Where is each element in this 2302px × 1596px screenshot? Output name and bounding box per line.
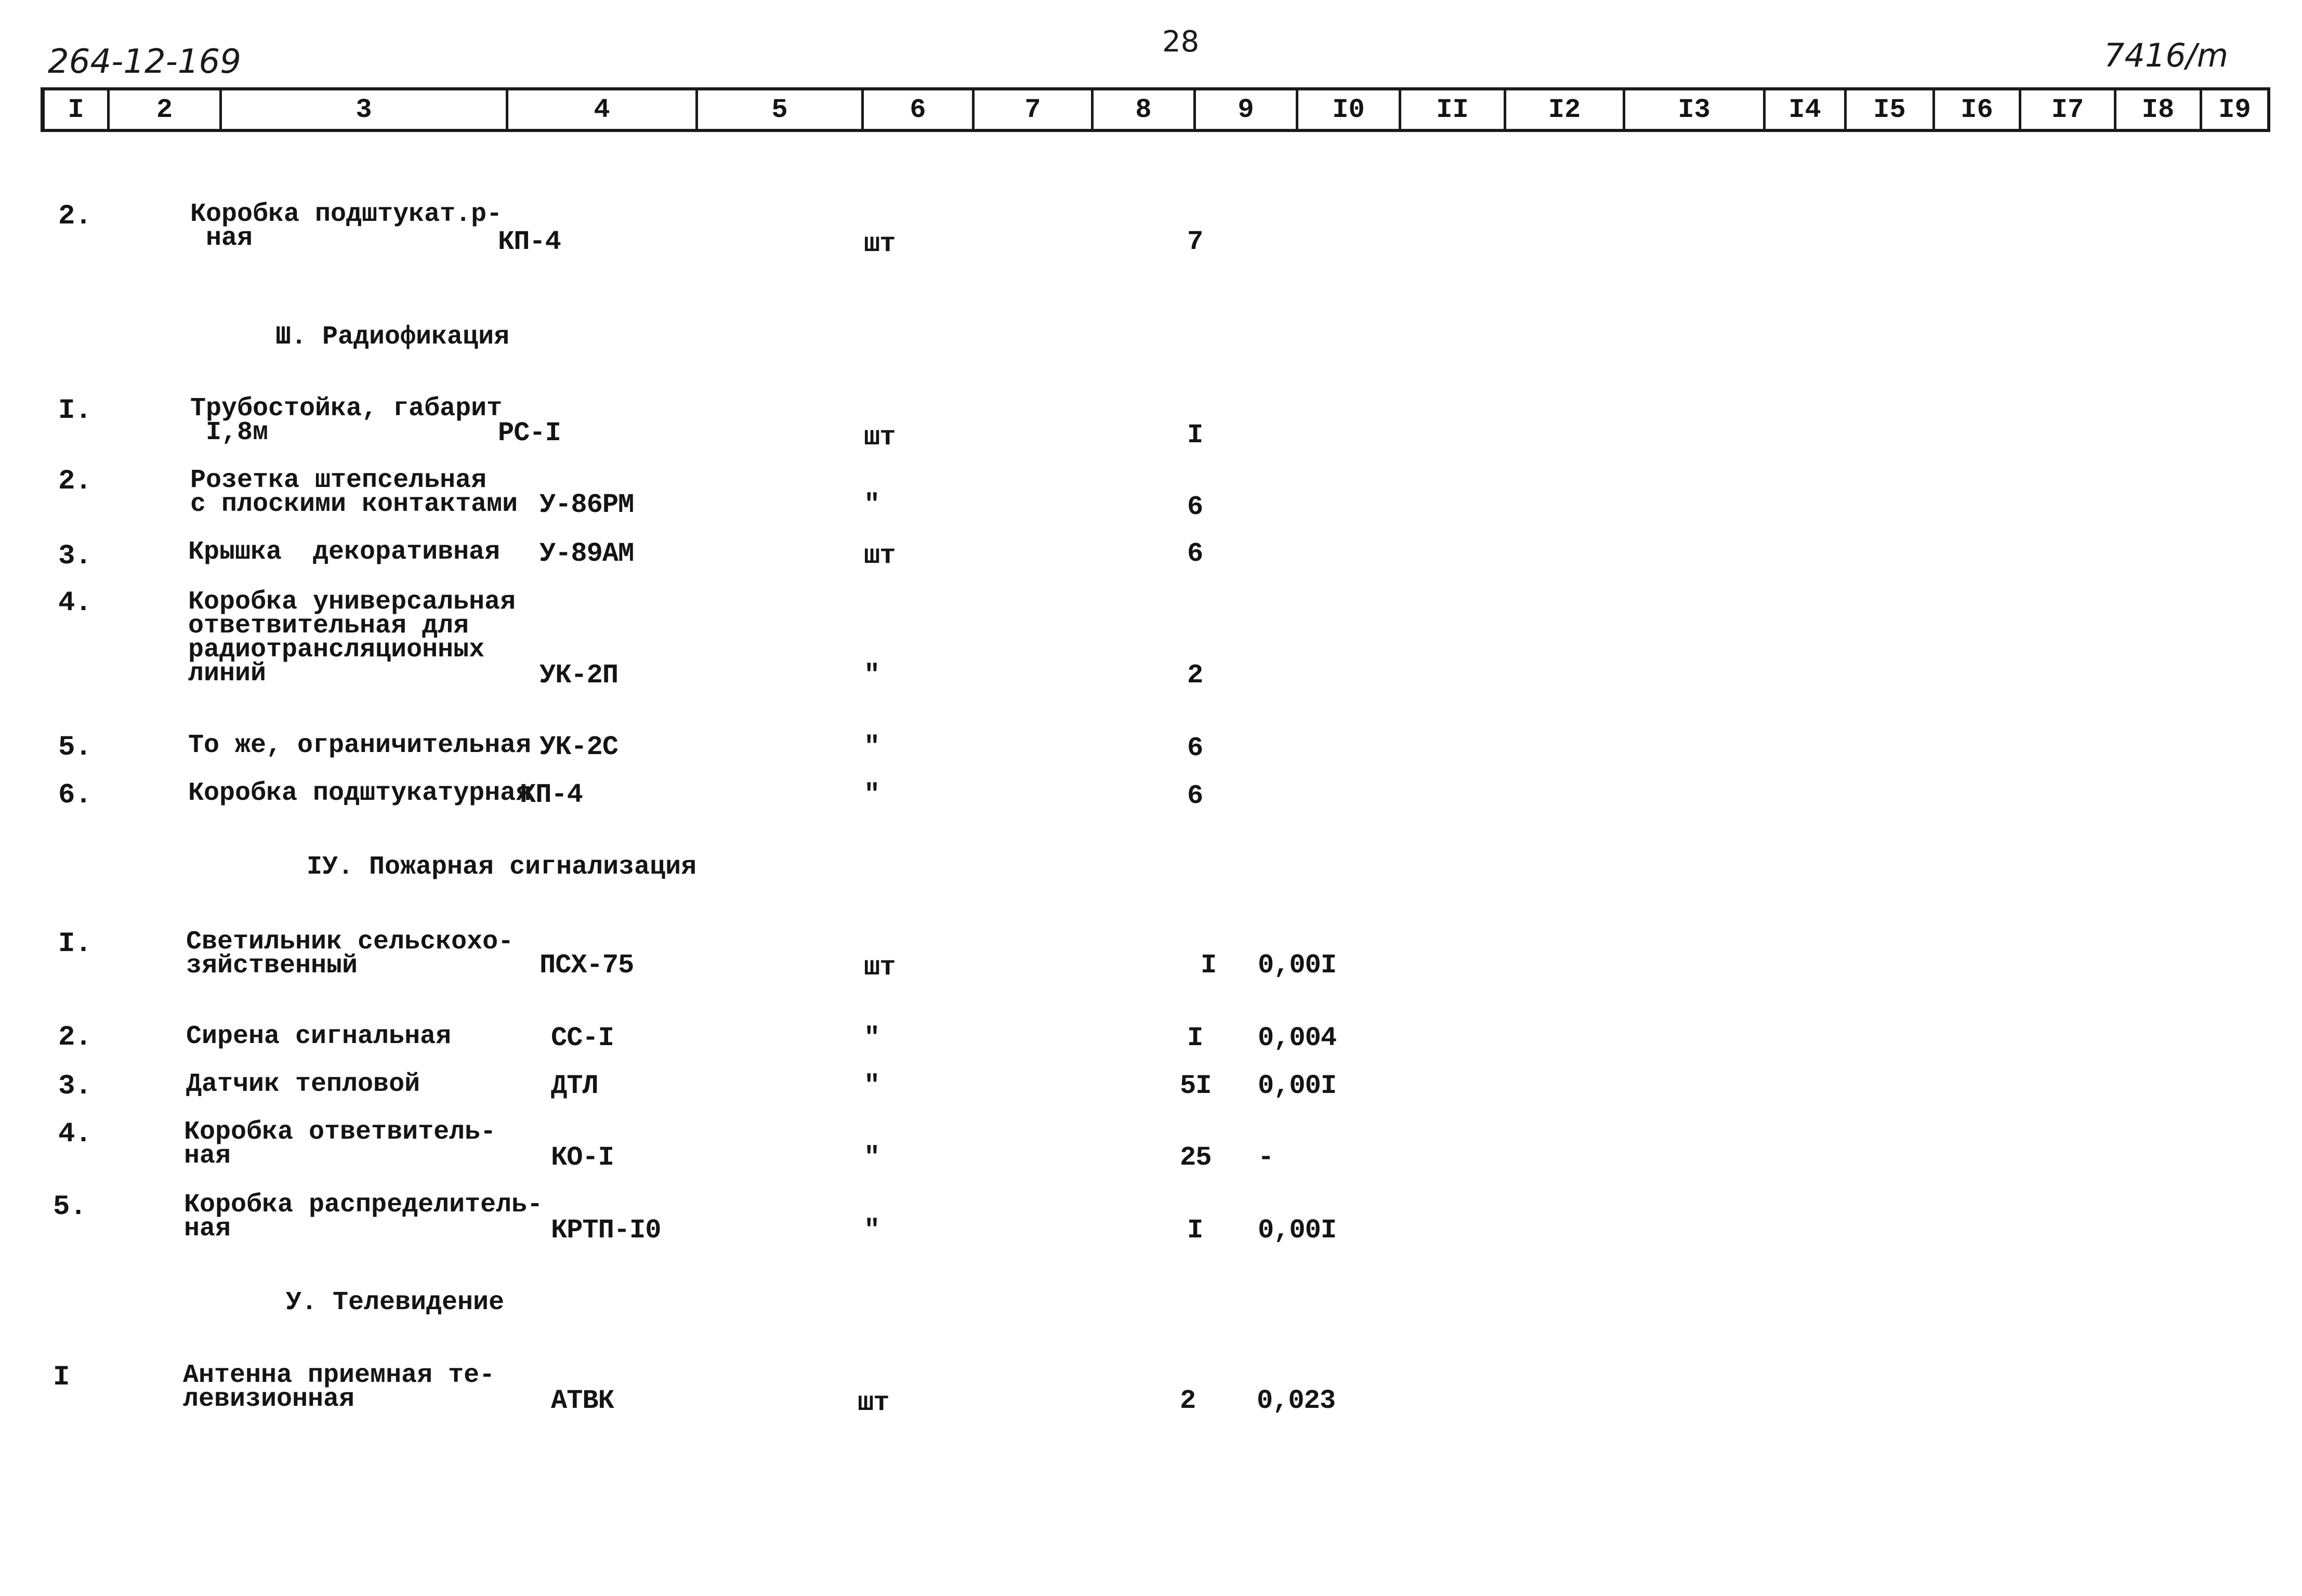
column-header: I — [68, 95, 84, 125]
item-name: Коробка подштукатурная — [188, 779, 532, 808]
item-qty: 6 — [1187, 538, 1203, 569]
item-mass: 0,004 — [1258, 1023, 1337, 1053]
column-header: 6 — [861, 90, 972, 129]
item-unit: шт — [858, 1388, 889, 1418]
item-name: Коробка подштукат.р- ная — [190, 200, 503, 253]
item-qty: 2 — [1180, 1386, 1196, 1416]
column-header: I0 — [1296, 90, 1399, 129]
row-number: 5. — [58, 732, 92, 763]
item-qty: I — [1201, 950, 1217, 981]
row-number: 4. — [58, 587, 92, 619]
section-title: Ш. Радиофикация — [275, 322, 510, 352]
item-unit: " — [864, 1023, 880, 1053]
column-header: I3 — [1623, 90, 1763, 129]
column-header: 8 — [1091, 90, 1193, 129]
item-type: УК-2П — [540, 660, 619, 691]
item-name: Антенна приемная те- левизионная — [183, 1361, 495, 1414]
row-number: 6. — [58, 780, 92, 811]
column-header: 5 — [695, 90, 861, 129]
item-type: ДТЛ — [551, 1071, 598, 1101]
item-unit: " — [864, 732, 880, 762]
section-title: У. Телевидение — [286, 1288, 505, 1317]
item-type: КО-I — [551, 1142, 614, 1173]
item-type: У-89АМ — [540, 538, 634, 569]
item-type: КП-4 — [498, 227, 561, 257]
item-type: СС-I — [551, 1023, 614, 1053]
item-type: АТВК — [551, 1386, 614, 1416]
column-header: I7 — [2019, 90, 2114, 129]
item-unit: " — [864, 780, 880, 810]
item-type: РС-I — [498, 418, 561, 449]
item-qty: 6 — [1187, 781, 1203, 811]
item-type: ПСХ-75 — [540, 950, 634, 981]
item-name: Сирена сигнальная — [186, 1022, 452, 1051]
item-qty: 6 — [1187, 733, 1203, 763]
row-number: 5. — [53, 1191, 87, 1223]
column-header: 3 — [219, 90, 506, 129]
item-name: Розетка штепсельная с плоскими контактами — [190, 466, 518, 519]
item-name: Трубостойка, габарит I,8м — [190, 394, 503, 447]
column-header: 9 — [1193, 90, 1296, 129]
doc-code: 264-12-169 — [48, 43, 241, 81]
item-mass: - — [1258, 1142, 1274, 1173]
item-qty: 6 — [1187, 492, 1203, 522]
row-number: I — [53, 1362, 70, 1393]
item-name: Крышка декоративная — [188, 537, 501, 567]
item-unit: " — [864, 660, 880, 691]
item-name: Коробка распределитель- ная — [184, 1190, 543, 1244]
item-qty: 2 — [1187, 660, 1203, 691]
column-header: 7 — [972, 90, 1091, 129]
item-qty: I — [1187, 1215, 1203, 1246]
row-number: 2. — [58, 466, 92, 497]
column-header: I4 — [1763, 90, 1844, 129]
item-name: Коробка универсальная ответвительная для радиотрансляционных линий — [188, 587, 516, 689]
item-mass: 0,00I — [1258, 1215, 1337, 1246]
item-name: То же, ограничительная — [188, 731, 532, 760]
column-header: 4 — [506, 90, 695, 129]
item-qty: 25 — [1180, 1142, 1212, 1173]
column-header: I6 — [1932, 90, 2019, 129]
item-unit: " — [864, 490, 880, 520]
row-number: 4. — [58, 1118, 92, 1150]
row-number: I. — [58, 928, 92, 960]
item-name: Датчик тепловой — [186, 1070, 420, 1099]
item-unit: шт — [864, 952, 896, 983]
item-unit: шт — [864, 540, 896, 571]
item-unit: шт — [864, 422, 896, 453]
column-header: I5 — [1844, 90, 1932, 129]
item-mass: 0,00I — [1258, 1071, 1337, 1101]
section-title: IУ. Пожарная сигнализация — [307, 852, 697, 882]
item-type: У-86РМ — [540, 490, 634, 520]
item-name: Коробка ответвитель- ная — [184, 1117, 496, 1171]
column-header: I2 — [1504, 90, 1623, 129]
item-qty: 5I — [1180, 1071, 1212, 1101]
item-type: КРТП-I0 — [551, 1215, 661, 1246]
item-unit: шт — [864, 229, 896, 259]
column-header-row — [41, 87, 2270, 132]
column-header: II — [1399, 90, 1504, 129]
column-header: I8 — [2114, 90, 2200, 129]
item-mass: 0,00I — [1258, 950, 1337, 981]
item-unit: " — [864, 1215, 880, 1246]
page-number: 28 — [1162, 25, 1200, 59]
item-qty: I — [1187, 420, 1203, 451]
row-number: I. — [58, 395, 92, 427]
column-header: I9 — [2200, 90, 2267, 129]
doc-ref: 7416/m — [2104, 36, 2229, 74]
item-mass: 0,023 — [1257, 1386, 1336, 1416]
row-number: 2. — [58, 201, 92, 232]
row-number: 2. — [58, 1022, 92, 1053]
item-name: Светильник сельскохо- зяйственный — [186, 927, 514, 981]
item-unit: " — [864, 1071, 880, 1101]
item-type: КП-4 — [520, 780, 583, 810]
item-type: УК-2С — [540, 732, 619, 762]
row-number: 3. — [58, 540, 92, 572]
row-number: 3. — [58, 1071, 92, 1102]
column-header: 2 — [107, 90, 219, 129]
item-unit: " — [864, 1142, 880, 1173]
item-qty: I — [1187, 1023, 1203, 1053]
item-qty: 7 — [1187, 227, 1203, 257]
